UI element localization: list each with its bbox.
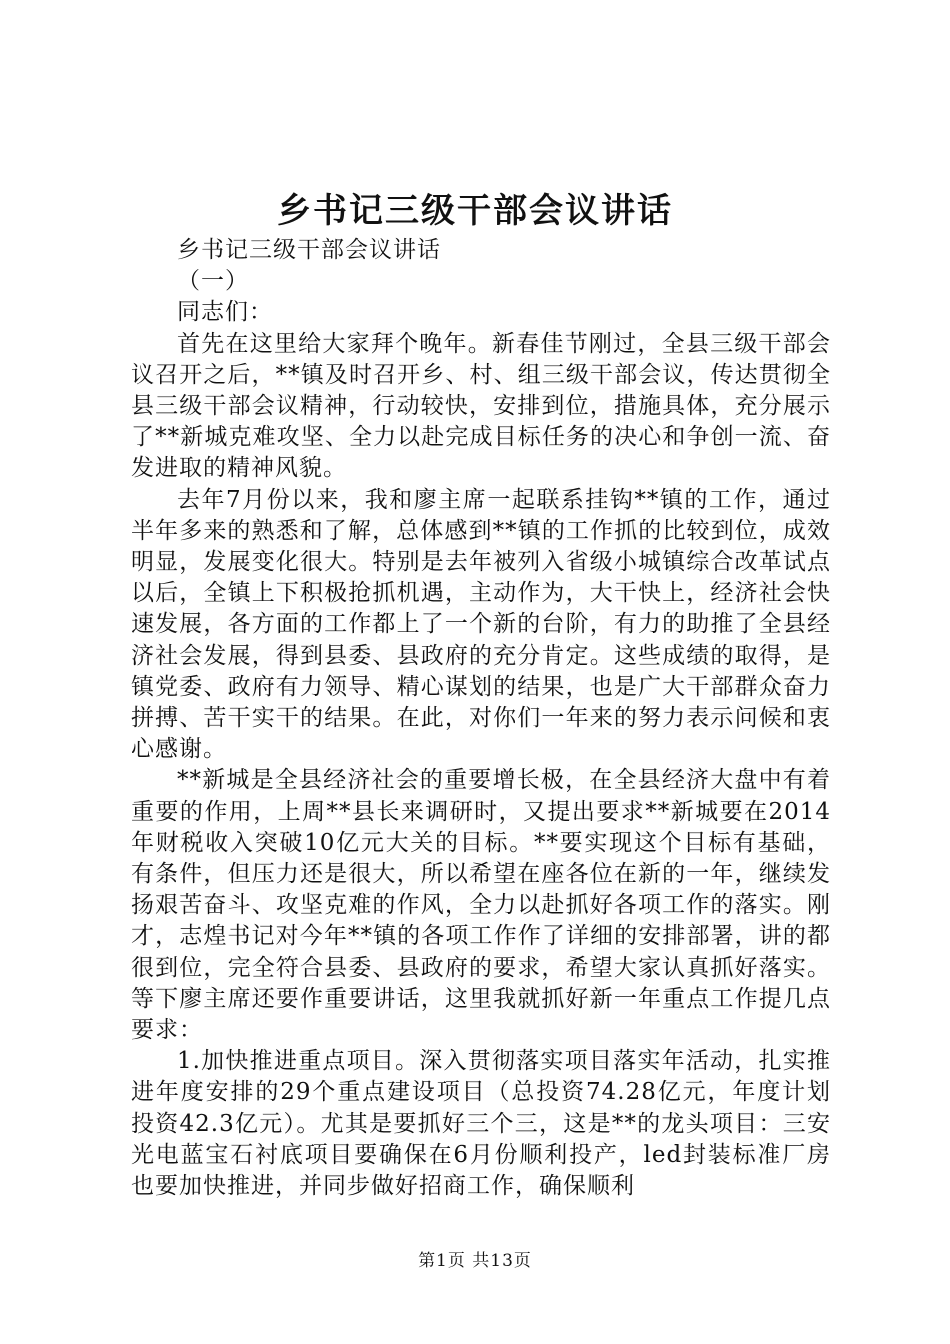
document-title: 乡书记三级干部会议讲话 xyxy=(277,191,673,231)
paragraph: **新城是全县经济社会的重要增长极，在全县经济大盘中有着重要的作用，上周**县长来调研时，又提出要求**新城要在2014年财税收入突破10亿元大关的目标。**要实现这个目标有基础，有条件，但压力还是很大，所以希望在座各位在新的一年，继续发扬艰苦奋斗、攻坚克难的作风，全力以赴抓好各项工作的落实。刚才，志煌书记对今年**镇的各项工作作了详细的安排部署，讲的都很到位，完全符合县委、县政府的要求，希望大家认真抓好落实。等下廖主席还要作重要讲话，这里我就抓好新一年重点工作提几点要求： xyxy=(131,767,831,1044)
subtitle: 乡书记三级干部会议讲话 xyxy=(177,237,441,263)
section-heading: （一） xyxy=(177,268,249,295)
greeting: 同志们： xyxy=(177,299,273,326)
paragraph: 去年7月份以来，我和廖主席一起联系挂钩**镇的工作，通过半年多来的熟悉和了解，总体感到**镇的工作抓的比较到位，成效明显，发展变化很大。特别是去年被列入省级小城镇综合改革试点以后，全镇上下积极抢抓机遇，主动作为，大干快上，经济社会快速发展，各方面的工作都上了一个新的台阶，有力的助推了全县经济社会发展，得到县委、县政府的充分肯定。这些成绩的取得，是镇党委、政府有力领导、精心谋划的结果，也是广大干部群众奋力拼搏、苦干实干的结果。在此，对你们一年来的努力表示问候和衷心感谢。 xyxy=(131,486,831,763)
paragraph: 首先在这里给大家拜个晚年。新春佳节刚过，全县三级干部会议召开之后，**镇及时召开乡、村、组三级干部会议，传达贯彻全县三级干部会议精神，行动较快，安排到位，措施具体，充分展示了**新城克难攻坚、全力以赴完成目标任务的决心和争创一流、奋发进取的精神风貌。 xyxy=(131,330,831,482)
page-footer: 第1页 共13页 xyxy=(418,1251,532,1271)
document-body xyxy=(131,235,831,1202)
paragraph: 1.加快推进重点项目。深入贯彻落实项目落实年活动，扎实推进年度安排的29个重点建设项目（总投资74.28亿元，年度计划投资42.3亿元）。尤其是要抓好三个三，这是**的龙头项目：三安光电蓝宝石衬底项目要确保在6月份顺利投产，led封装标准厂房也要加快推进，并同步做好招商工作，确保顺利 xyxy=(131,1048,831,1200)
